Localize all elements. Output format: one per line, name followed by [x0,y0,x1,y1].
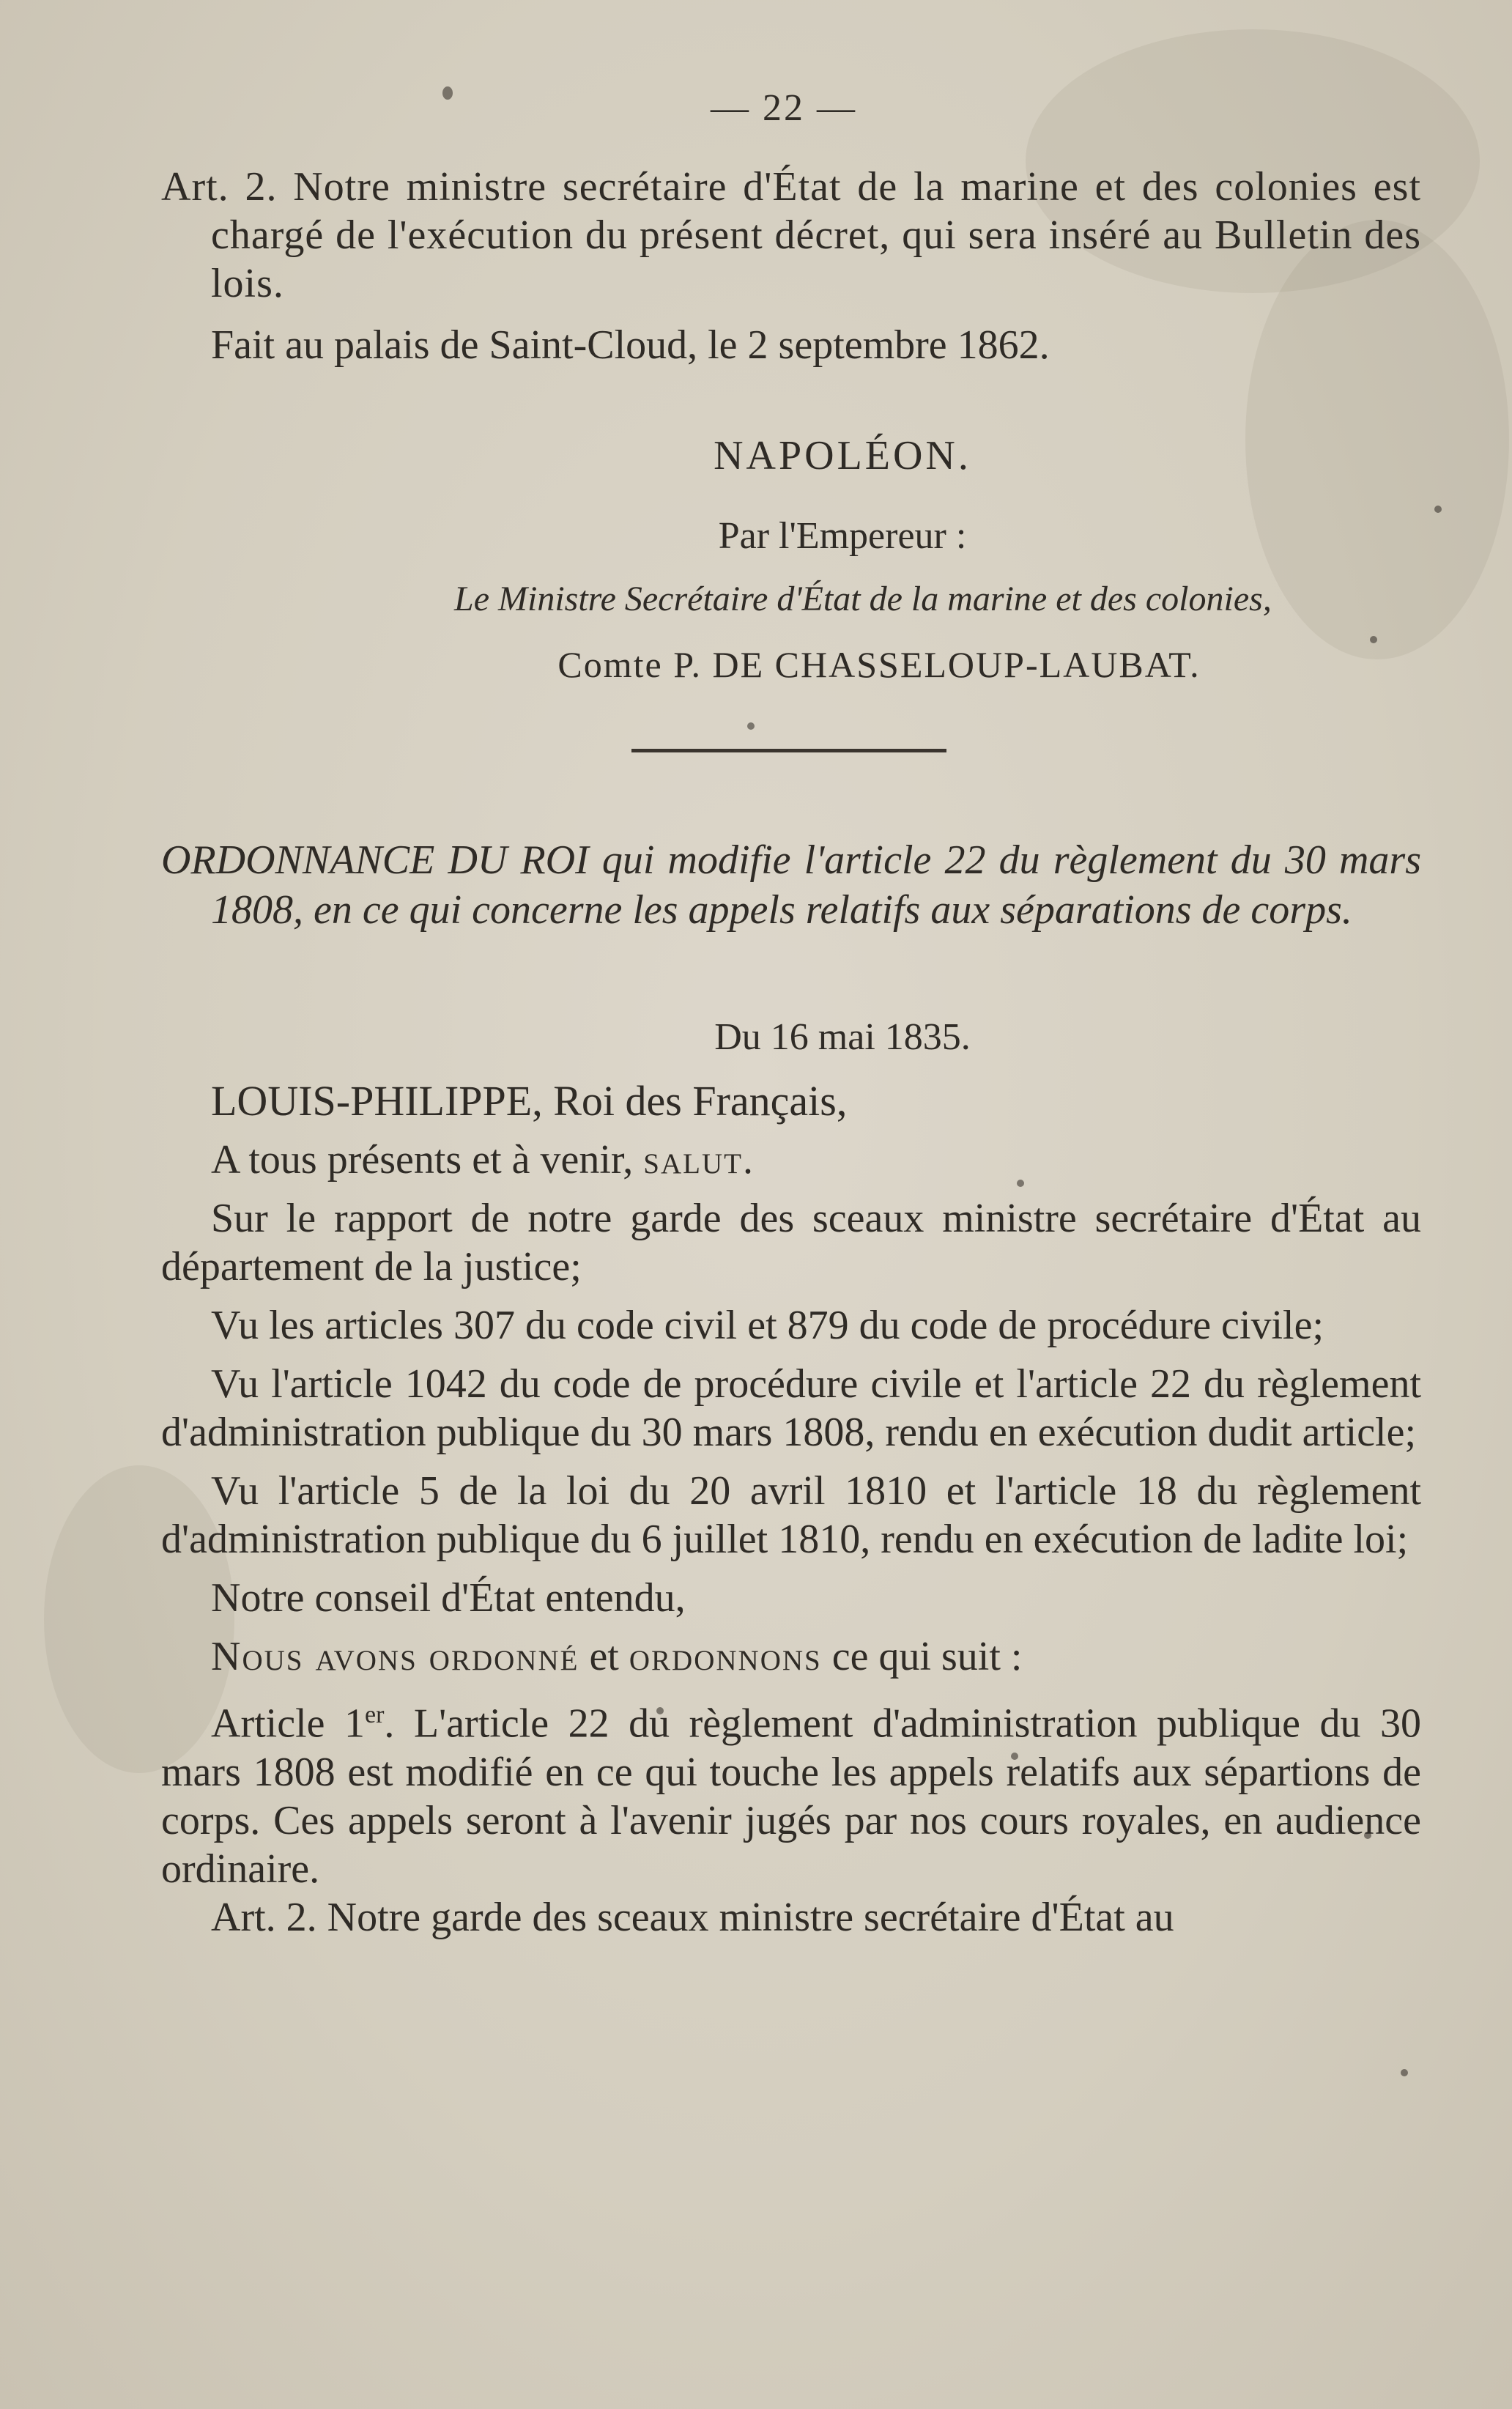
ordinance-king [161,1077,1421,1125]
decision-mid: et [579,1634,629,1679]
article-1-label: Article 1 [211,1701,365,1747]
salutation-salut: salut. [643,1137,755,1183]
decree-by-emperor: Par l'Empereur : [718,515,967,557]
page-number: — 22 — [711,87,857,129]
decree-end-section [161,163,1421,369]
ordinance-article-2: Art. 2. Notre garde des sceaux ministre secrétaire d'État au [211,1894,1174,1940]
decision-rest: ce qui suit : [821,1634,1023,1679]
consideration-article-1042: Vu l'article 1042 du code de procédure civile et l'article 22 du règlement d'administration publique du 30 mars 1808, rendu en exécution dudit article; [161,1361,1421,1455]
ink-speck [747,722,755,730]
decision-sc2: ordonnons [629,1634,822,1679]
ordinance-date: Du 16 mai 1835. [714,1016,971,1058]
ordinance-body [161,1077,1421,1942]
ink-speck [1434,506,1442,513]
consideration-articles-307-879: Vu les articles 307 du code civil et 879 du code de procédure civile; [211,1303,1324,1348]
ink-speck [1370,636,1377,643]
consideration-report: Sur le rapport de notre garde des sceaux ministre secrétaire d'État au département de la justice; [161,1196,1421,1289]
ordinance-salutation [161,1136,1421,1184]
consideration-conseil-etat: Notre conseil d'État entendu, [211,1575,686,1621]
article-1-sup: er [364,1701,385,1728]
article-1-text: . L'article 22 du règlement d'administration publique du 30 mars 1808 est modifié en ce qui touche les appels relatifs aux sépartions de corps. Ces appels seront à l'avenir jugés par nos cours royales, en audience ordinaire. [161,1701,1421,1892]
ordinance-section [161,835,1421,935]
decree-article-2: Art. 2. Notre ministre secrétaire d'État de la marine et des colonies est chargé de l'exécution du présent décret, qui sera inséré au Bulletin des lois. [161,164,1421,306]
salutation-text: A tous présents et à venir, [211,1137,644,1183]
decree-minister-name: Comte P. DE CHASSELOUP-LAUBAT. [557,644,1201,685]
decree-place-date: Fait au palais de Saint-Cloud, le 2 septembre 1862. [211,322,1050,368]
section-divider [631,749,946,752]
king-name: LOUIS-PHILIPPE, Roi des Français, [211,1077,848,1125]
decision-sc: Nous avons ordonné [211,1634,579,1679]
ordinance-title: ORDONNANCE DU ROI qui modifie l'article 22 du règlement du 30 mars 1808, en ce qui concerne les appels relatifs aux séparations de corps. [161,837,1421,933]
decree-minister-title: Le Ministre Secrétaire d'État de la marine et des colonies, [454,580,1272,618]
ordinance-decision [161,1632,1421,1681]
consideration-law-1810: Vu l'article 5 de la loi du 20 avril 1810 et l'article 18 du règlement d'administration publique du 6 juillet 1810, rendu en exécution de ladite loi; [161,1468,1421,1562]
ink-speck [1401,2069,1408,2076]
decree-signature: NAPOLÉON. [714,433,971,478]
ink-speck [442,86,453,100]
ordinance-article-1 [161,1691,1421,1893]
